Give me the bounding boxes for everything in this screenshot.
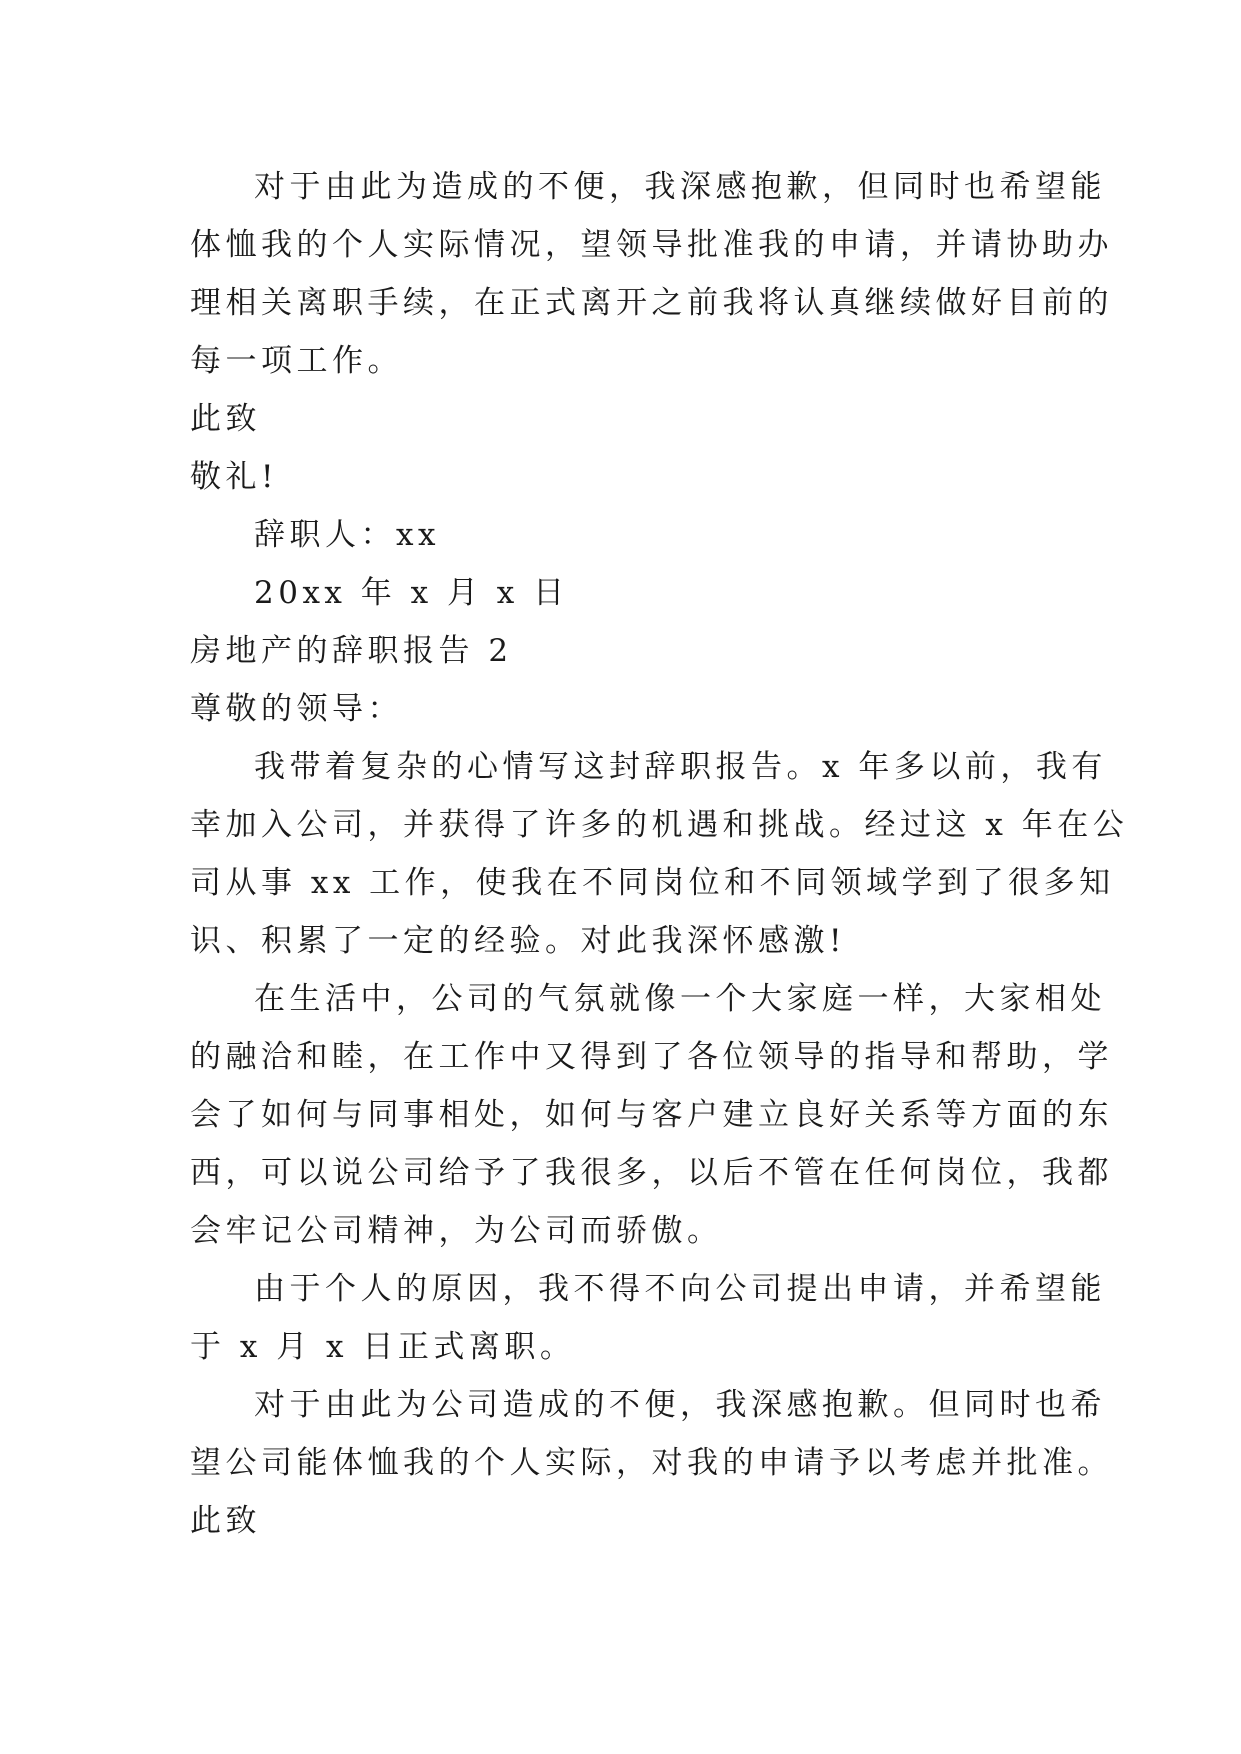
paragraph-line: 对于由此为造成的不便，我深感抱歉，但同时也希望能 [254, 169, 1106, 205]
paragraph-line: 西，可以说公司给予了我很多，以后不管在任何岗位，我都 [190, 1155, 1113, 1191]
document-page [190, 158, 1129, 1550]
closing-line: 此致 [190, 401, 261, 437]
paragraph-line: 幸加入公司，并获得了许多的机遇和挑战。经过这 x 年在公 [190, 807, 1129, 843]
paragraph-line: 体恤我的个人实际情况，望领导批准我的申请，并请协助办 [190, 227, 1113, 263]
paragraph-line: 会牢记公司精神，为公司而骄傲。 [190, 1213, 723, 1249]
date-line: 20xx 年 x 月 x 日 [254, 575, 569, 611]
section-title: 房地产的辞职报告 2 [190, 633, 513, 669]
paragraph-line: 会了如何与同事相处，如何与客户建立良好关系等方面的东 [190, 1097, 1113, 1133]
paragraph-line: 理相关离职手续，在正式离开之前我将认真继续做好目前的 [190, 285, 1113, 321]
salutation-line: 敬礼! [190, 459, 278, 495]
paragraph-line: 望公司能体恤我的个人实际，对我的申请予以考虑并批准。 [190, 1445, 1113, 1481]
signature-line: 辞职人：xx [254, 517, 440, 553]
paragraph-line: 对于由此为公司造成的不便，我深感抱歉。但同时也希 [254, 1387, 1106, 1423]
paragraph-line: 每一项工作。 [190, 343, 403, 379]
paragraph-line: 我带着复杂的心情写这封辞职报告。x 年多以前，我有 [254, 749, 1107, 785]
paragraph-line: 在生活中，公司的气氛就像一个大家庭一样，大家相处 [254, 981, 1106, 1017]
paragraph-line: 识、积累了一定的经验。对此我深怀感激! [190, 923, 846, 959]
paragraph-line: 司从事 xx 工作，使我在不同岗位和不同领域学到了很多知 [190, 865, 1115, 901]
paragraph-line: 的融洽和睦，在工作中又得到了各位领导的指导和帮助，学 [190, 1039, 1113, 1075]
paragraph-line: 于 x 月 x 日正式离职。 [190, 1329, 576, 1365]
closing-line: 此致 [190, 1503, 261, 1539]
greeting-line: 尊敬的领导： [190, 691, 403, 727]
paragraph-line: 由于个人的原因，我不得不向公司提出申请，并希望能 [254, 1271, 1106, 1307]
